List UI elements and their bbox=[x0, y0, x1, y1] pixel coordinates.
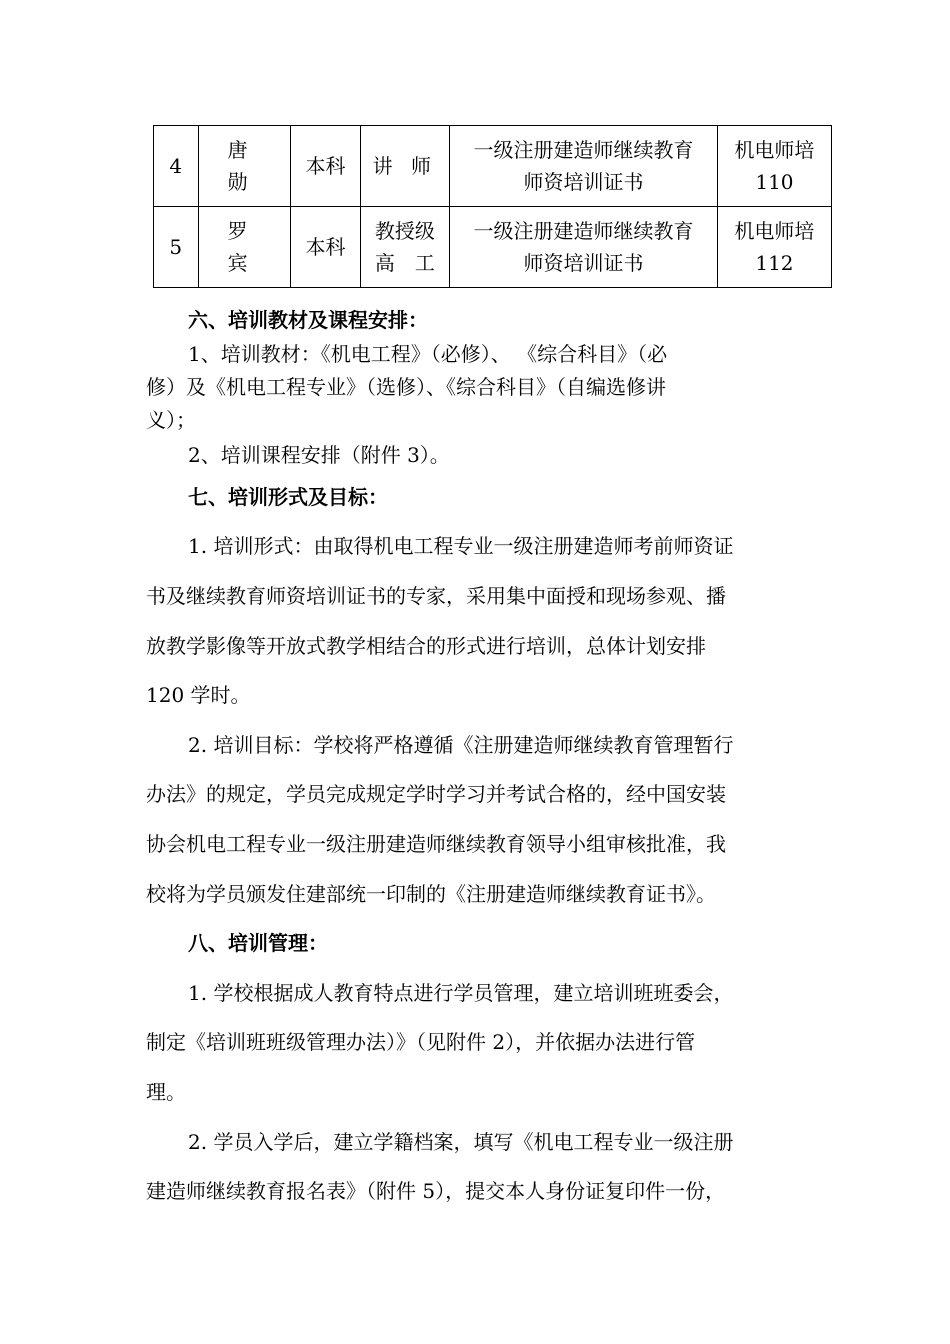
certificate bbox=[450, 207, 718, 288]
section-heading: 七、培训形式及目标： bbox=[188, 485, 388, 509]
job-title bbox=[360, 207, 449, 288]
paragraph-line: 理。 bbox=[146, 1080, 186, 1104]
paragraph-line: 制定《培训班班级管理办法）》（见附件 2），并依据办法进行管 bbox=[146, 1030, 696, 1054]
row-number: 5 bbox=[154, 207, 199, 288]
row-number: 4 bbox=[154, 126, 199, 207]
certificate-number bbox=[717, 126, 831, 207]
paragraph-line: 2. 学员入学后，建立学籍档案，填写《机电工程专业一级注册 bbox=[188, 1130, 734, 1154]
certificate-line: 一级注册建造师继续教育 bbox=[473, 219, 694, 243]
paragraph-line: 放教学影像等开放式教学相结合的形式进行培训，总体计划安排 bbox=[146, 634, 706, 658]
certificate-number-prefix: 机电师培 bbox=[734, 219, 815, 243]
paragraph-line: 修）及《机电工程专业》（选修）、《综合科目》（自编选修讲 bbox=[146, 375, 666, 399]
paragraph-line: 2. 培训目标：学校将严格遵循《注册建造师继续教育管理暂行 bbox=[188, 733, 734, 757]
paragraph-line: 建造师继续教育报名表》（附件 5），提交本人身份证复印件一份， bbox=[146, 1179, 726, 1203]
certificate-line: 师资培训证书 bbox=[523, 251, 644, 275]
paragraph-line: 2、培训课程安排（附件 3）。 bbox=[188, 443, 450, 467]
certificate-number-value: 112 bbox=[755, 251, 794, 275]
certificate-number bbox=[717, 207, 831, 288]
paragraph-line: 义）； bbox=[146, 408, 196, 432]
certificate-number-prefix: 机电师培 bbox=[734, 138, 815, 162]
paragraph-line: 120 学时。 bbox=[146, 683, 251, 707]
paragraph-line: 书及继续教育师资培训证书的专家，采用集中面授和现场参观、播 bbox=[146, 584, 726, 608]
certificate-line: 师资培训证书 bbox=[523, 170, 644, 194]
job-title: 讲 师 bbox=[360, 126, 449, 207]
job-title-line: 教授级 bbox=[374, 219, 435, 243]
section-heading: 六、培训教材及课程安排： bbox=[188, 308, 428, 332]
section-heading: 八、培训管理： bbox=[188, 931, 328, 955]
instructor-table bbox=[153, 125, 832, 288]
certificate-line: 一级注册建造师继续教育 bbox=[473, 138, 694, 162]
certificate bbox=[450, 126, 718, 207]
instructor-name: 唐 勋 bbox=[198, 126, 291, 207]
table-row bbox=[154, 207, 832, 288]
paragraph-line: 1. 学校根据成人教育特点进行学员管理，建立培训班班委会， bbox=[188, 981, 734, 1005]
job-title-line: 高 工 bbox=[374, 251, 435, 275]
paragraph-line: 1、培训教材：《机电工程》（必修）、 《综合科目》（必 bbox=[188, 342, 668, 366]
instructor-name: 罗 宾 bbox=[198, 207, 291, 288]
paragraph-line: 1. 培训形式：由取得机电工程专业一级注册建造师考前师资证 bbox=[188, 534, 734, 558]
education: 本科 bbox=[291, 207, 360, 288]
table-row bbox=[154, 126, 832, 207]
paragraph-line: 校将为学员颁发住建部统一印制的《注册建造师继续教育证书》。 bbox=[146, 882, 716, 906]
certificate-number-value: 110 bbox=[755, 170, 794, 194]
paragraph-line: 办法》的规定，学员完成规定学时学习并考试合格的，经中国安装 bbox=[146, 782, 726, 806]
paragraph-line: 协会机电工程专业一级注册建造师继续教育领导小组审核批准，我 bbox=[146, 832, 726, 856]
education: 本科 bbox=[291, 126, 360, 207]
